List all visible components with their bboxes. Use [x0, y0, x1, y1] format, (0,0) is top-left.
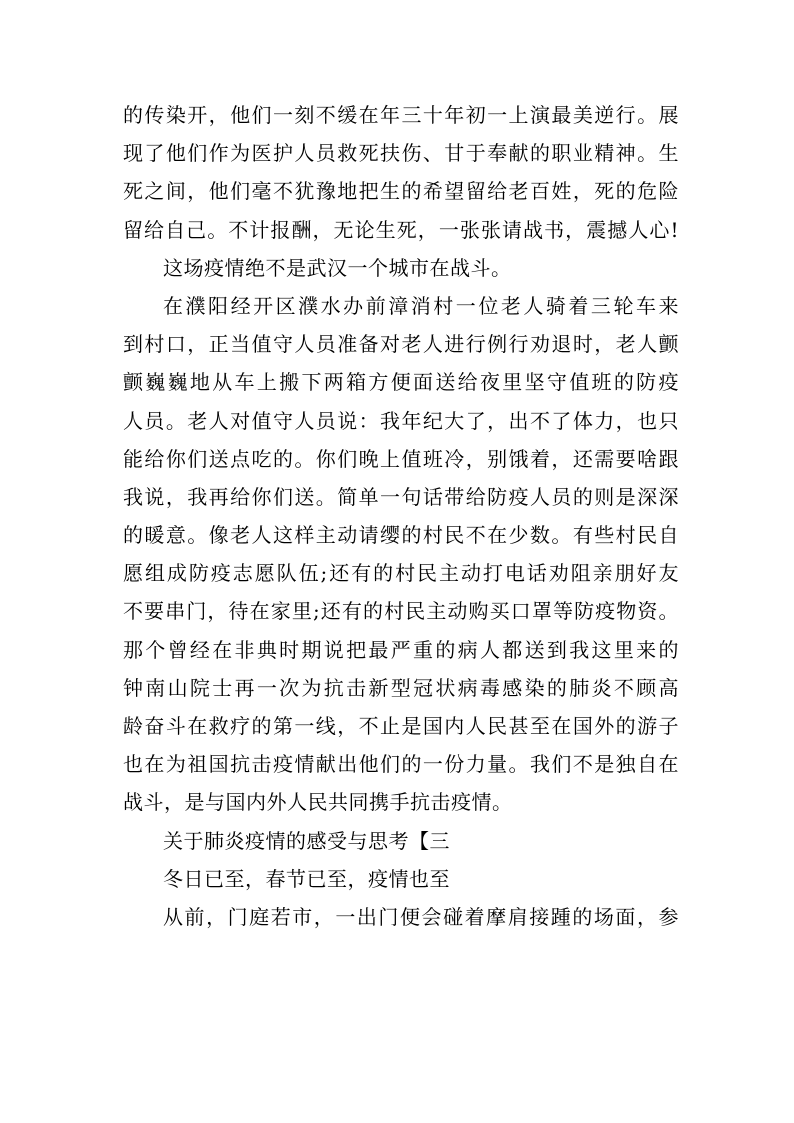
text-line: 龄奋斗在救疗的第一线，不止是国内人民甚至在国外的游子: [123, 714, 679, 738]
text-line: 的暖意。像老人这样主动请缨的村民不在少数。有些村民自: [123, 523, 679, 548]
text-line: 在濮阳经开区濮水办前漳消村一位老人骑着三轮车来: [163, 293, 679, 318]
text-line: 现了他们作为医护人员救死扶伤、甘于奉献的职业精神。生: [123, 141, 679, 166]
text-line: 愿组成防疫志愿队伍;还有的村民主动打电话劝阻亲朋好友: [123, 561, 679, 586]
text-line: 冬日已至，春节已至，疫情也至: [163, 866, 450, 891]
text-line: 也在为祖国抗击疫情献出他们的一份力量。我们不是独自在: [123, 752, 679, 777]
text-line: 这场疫情绝不是武汉一个城市在战斗。: [163, 255, 512, 280]
text-line: 的传染开，他们一刻不缓在年三十年初一上演最美逆行。展: [123, 103, 679, 127]
text-line: 我说，我再给你们送。简单一句话带给防疫人员的则是深深: [123, 484, 679, 509]
text-line: 那个曾经在非典时期说把最严重的病人都送到我这里来的: [123, 637, 679, 662]
text-line: 战斗，是与国内外人民共同携手抗击疫情。: [123, 790, 513, 815]
text-line: 到村口，正当值守人员准备对老人进行例行劝退时，老人颤: [123, 332, 679, 357]
section-heading: 关于肺炎疫情的感受与思考【三: [163, 828, 450, 853]
text-line: 从前，门庭若市，一出门便会碰着摩肩接踵的场面，参: [163, 904, 679, 929]
text-line: 能给你们送点吃的。你们晚上值班冷，别饿着，还需要啥跟: [123, 446, 679, 471]
text-line: 颤巍巍地从车上搬下两箱方便面送给夜里坚守值班的防疫: [123, 370, 679, 395]
body-text: [123, 96, 679, 936]
text-line: 死之间，他们毫不犹豫地把生的希望留给老百姓，死的危险: [123, 179, 679, 204]
text-line: 不要串门，待在家里;还有的村民主动购买口罩等防疫物资。: [123, 599, 679, 624]
text-line: 人员。老人对值守人员说：我年纪大了，出不了体力，也只: [123, 408, 679, 433]
text-line: 留给自己。不计报酬，无论生死，一张张请战书，震撼人心!: [123, 217, 679, 242]
text-line: 钟南山院士再一次为抗击新型冠状病毒感染的肺炎不顾高: [123, 675, 679, 700]
